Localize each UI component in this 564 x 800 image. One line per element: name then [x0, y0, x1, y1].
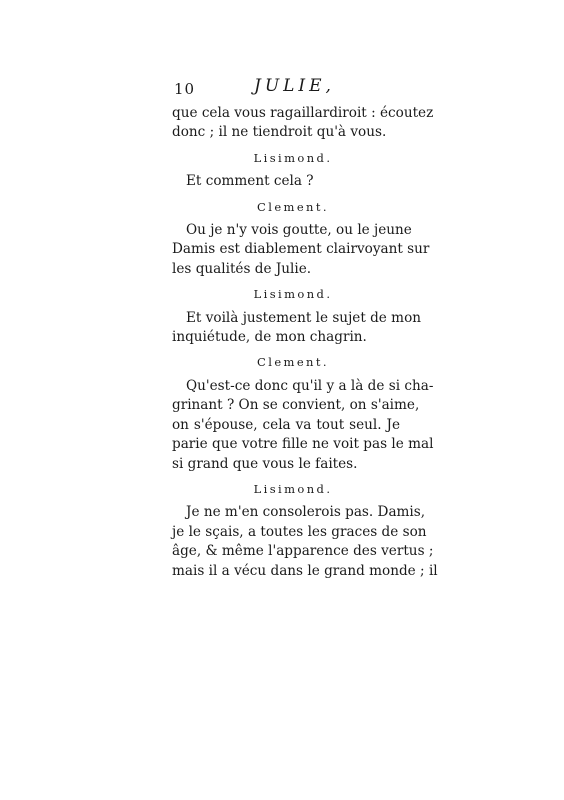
text-line: mais il a vécu dans le grand monde ; il	[172, 562, 438, 579]
speaker-name-lisimond: Lisimond.	[253, 481, 333, 496]
text-line: je le sçais, a toutes les graces de son	[172, 523, 427, 540]
page-number: 10	[174, 80, 196, 98]
text-line: Et comment cela ?	[186, 173, 314, 190]
text-line: Damis est diablement clairvoyant sur	[172, 241, 430, 258]
text-line: on s'épouse, cela va tout seul. Je	[172, 416, 400, 433]
text-line: parie que votre fille ne voit pas le mal	[172, 436, 434, 453]
page-header	[174, 76, 404, 102]
text-line: âge, & même l'apparence des vertus ;	[172, 543, 434, 560]
text-line: inquiétude, de mon chagrin.	[172, 329, 367, 346]
text-line: donc ; il ne tiendroit qu'à vous.	[172, 124, 387, 141]
speaker-name-lisimond: Lisimond.	[253, 150, 333, 165]
speaker-name-lisimond: Lisimond.	[253, 287, 333, 302]
text-line: Qu'est-ce donc qu'il y a là de si cha-	[186, 377, 434, 394]
text-line: si grand que vous le faites.	[172, 455, 358, 472]
dialogue-text	[172, 104, 438, 581]
text-line: Ou je n'y vois goutte, ou le jeune	[186, 222, 412, 239]
text-line: grinant ? On se convient, on s'aime,	[172, 397, 420, 414]
text-line: les qualités de Julie.	[172, 260, 312, 277]
running-title: JULIE,	[254, 76, 335, 96]
speaker-name-clement: Clement.	[257, 355, 329, 370]
text-line: que cela vous ragaillardiroit : écoutez	[172, 105, 434, 121]
text-line: Je ne m'en consolerois pas. Damis,	[186, 504, 426, 521]
text-line: Et voilà justement le sujet de mon	[186, 309, 422, 326]
speaker-name-clement: Clement.	[257, 199, 329, 214]
